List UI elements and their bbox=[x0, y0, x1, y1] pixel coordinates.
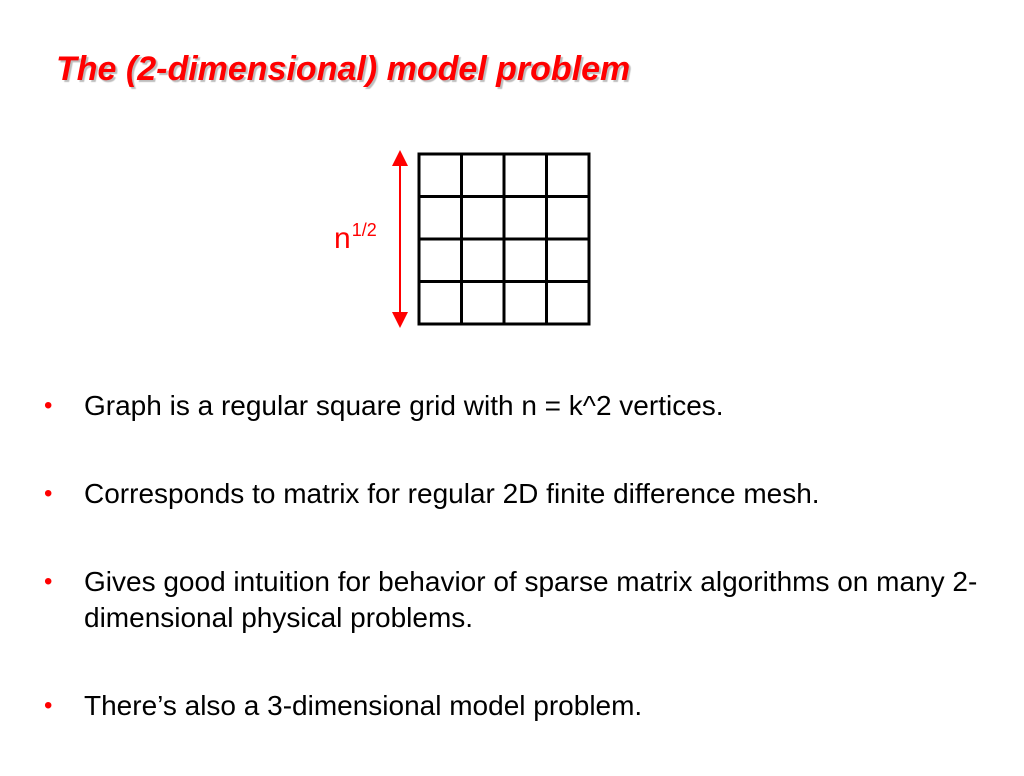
dimension-label-base: n bbox=[334, 222, 351, 255]
grid-cell bbox=[504, 154, 547, 197]
grid-cell bbox=[547, 154, 590, 197]
grid-cell bbox=[547, 282, 590, 325]
bullet-text: Corresponds to matrix for regular 2D finite difference mesh. bbox=[84, 478, 820, 509]
bullet-marker: • bbox=[44, 692, 53, 719]
grid-cell bbox=[462, 239, 505, 282]
grid-cell bbox=[504, 239, 547, 282]
bullet-text: Graph is a regular square grid with n = k^2 vertices. bbox=[84, 390, 724, 421]
bullet-text: There’s also a 3-dimensional model problem. bbox=[84, 690, 643, 721]
bullet-marker: • bbox=[44, 392, 53, 419]
square-grid bbox=[419, 154, 589, 324]
bullet-marker: • bbox=[44, 568, 53, 595]
grid-cell bbox=[419, 197, 462, 240]
dimension-label-exponent: 1/2 bbox=[351, 220, 377, 240]
bullet-item bbox=[44, 388, 1004, 424]
bullet-marker: • bbox=[44, 480, 53, 507]
grid-cell bbox=[547, 197, 590, 240]
grid-cell bbox=[419, 282, 462, 325]
slide-title: The (2-dimensional) model problem bbox=[56, 50, 631, 88]
dimension-label bbox=[334, 220, 377, 256]
bullet-text: Gives good intuition for behavior of sparse matrix algorithms on many 2-dimensional physical problems. bbox=[84, 566, 978, 633]
bullet-item bbox=[44, 688, 1004, 724]
bullet-item bbox=[44, 564, 1004, 636]
grid-cell bbox=[504, 197, 547, 240]
grid-cell bbox=[462, 282, 505, 325]
grid-cell bbox=[462, 154, 505, 197]
grid-cell bbox=[419, 154, 462, 197]
grid-cell bbox=[504, 282, 547, 325]
bullet-item bbox=[44, 476, 1004, 512]
grid-cell bbox=[462, 197, 505, 240]
grid-cell bbox=[547, 239, 590, 282]
grid-cell bbox=[419, 239, 462, 282]
bullet-list bbox=[44, 388, 1004, 776]
